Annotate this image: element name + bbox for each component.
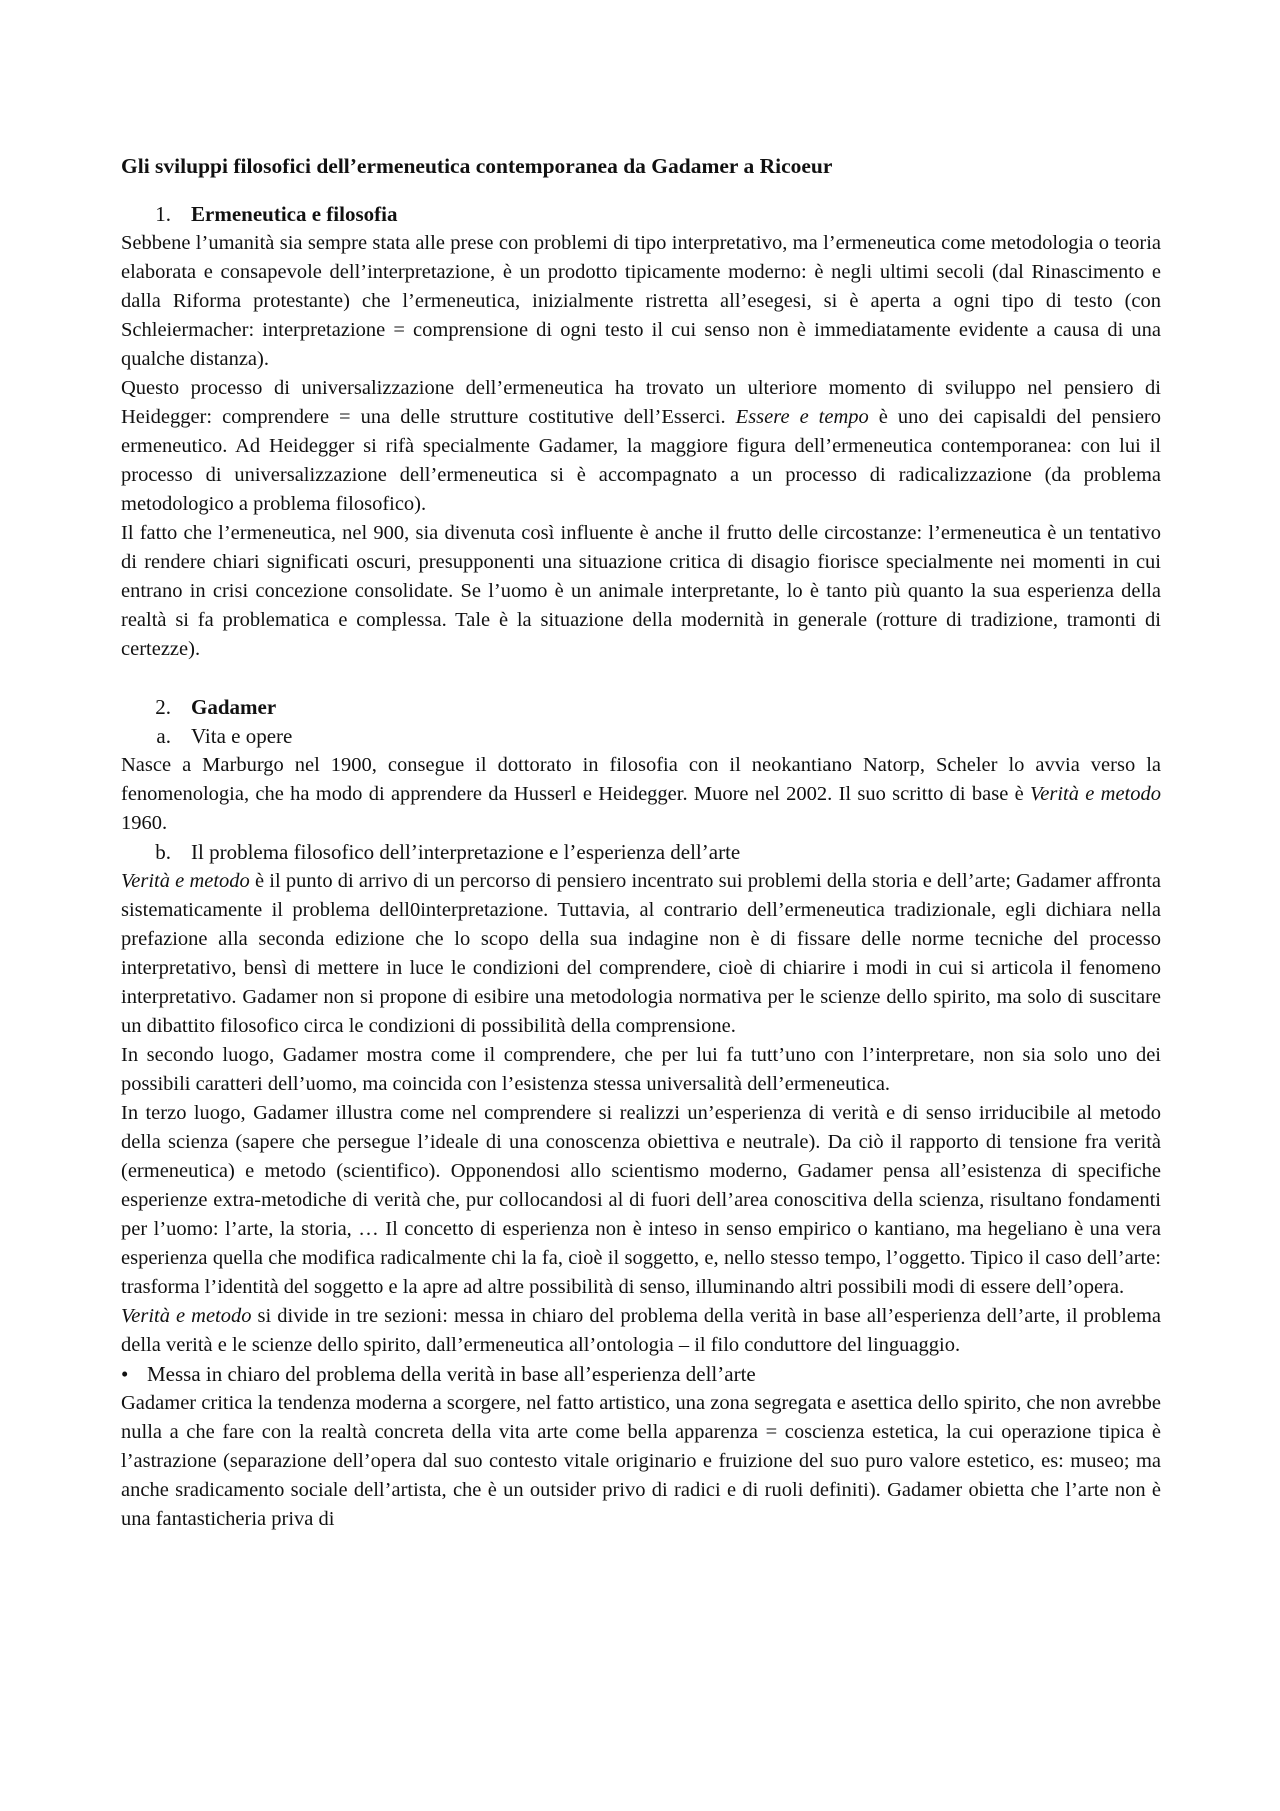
section-1-paragraph-3: Il fatto che l’ermeneutica, nel 900, sia divenuta così influente è anche il frutto delle circostanze: l’ermeneutica è un tentativo di rendere chiari significati oscuri, presupponenti una situazione critica di disagio fiorisce specialmente nei momenti in cui entrano in crisi concezione consolidate. Se l’uomo è un animale interpretante, lo è tanto più quanto la sua esperienza della realtà si fa problematica e complessa. Tale è la situazione della modernità in generale (rotture di tradizione, tramonti di certezze). (121, 522, 1161, 660)
paragraph-text: Questo processo di universalizzazione dell’ermeneutica ha trovato un ulteriore momento di sviluppo nel pensiero di Heidegger: comprendere = una delle strutture costitutive dell’Esserci. (121, 377, 1161, 428)
paragraph-text: Nasce a Marburgo nel 1900, consegue il dottorato in filosofia con il neokantiano Natorp, Scheler lo avvia verso la fenomenologia, che ha modo di apprendere da Husserl e Heidegger. Muore nel 2002. Il suo scritto di base è (121, 754, 1161, 805)
section-1-paragraph-2 (121, 374, 1161, 519)
book-title: Essere e tempo (735, 406, 869, 428)
subsection-b-letter: b. (155, 840, 171, 864)
spacer (121, 664, 1161, 693)
book-title: Verità e metodo (121, 870, 250, 892)
subsection-b-heading (121, 838, 1161, 867)
subsection-b-paragraph-1 (121, 867, 1161, 1041)
document-title: Gli sviluppi filosofici dell’ermeneutica contemporanea da Gadamer a Ricoeur (121, 154, 833, 178)
bullet-symbol: • (121, 1362, 129, 1386)
paragraph-text: si divide in tre sezioni: messa in chiaro del problema della verità in base all’esperienza dell’arte, il problema della verità e le scienze dello spirito, dall’ermeneutica all’ontologia – il filo conduttore del linguaggio. (121, 1305, 1162, 1356)
section-1-number: 1. (155, 202, 171, 226)
subsection-a-heading (121, 722, 1161, 751)
book-title: Verità e metodo (121, 1305, 252, 1327)
subsection-a-title: Vita e opere (191, 724, 293, 748)
paragraph-text: 1960. (121, 812, 168, 834)
subsection-a-letter: a. (156, 724, 171, 748)
section-2-number: 2. (155, 695, 171, 719)
subsection-a-paragraph (121, 751, 1161, 838)
section-2-title: Gadamer (191, 695, 277, 719)
bullet-label: Messa in chiaro del problema della verità in base all’esperienza dell’arte (147, 1362, 756, 1386)
book-title: Verità e metodo (1030, 783, 1161, 805)
section-1-heading (121, 200, 1161, 229)
subsection-b-title: Il problema filosofico dell’interpretazione e l’esperienza dell’arte (191, 840, 741, 864)
section-2-heading (121, 693, 1161, 722)
subsection-b-paragraph-4 (121, 1302, 1161, 1360)
subsection-b-paragraph-3: In terzo luogo, Gadamer illustra come nel comprendere si realizzi un’esperienza di verità e di senso irriducibile al metodo della scienza (sapere che persegue l’ideale di una conoscenza obiettiva e neutrale). Da ciò il rapporto di tensione fra verità (ermeneutica) e metodo (scientifico). Opponendosi allo scientismo moderno, Gadamer pensa all’esistenza di specifiche esperienze extra-metodiche di verità che, pur collocandosi al di fuori dell’area conoscitiva della scienza, risultano fondamenti per l’uomo: l’arte, la storia, … Il concetto di esperienza non è inteso in senso empirico o kantiano, ma hegeliano è una vera esperienza quella che modifica radicalmente chi la fa, cioè il soggetto, e, nello stesso tempo, l’oggetto. Tipico il caso dell’arte: trasforma l’identità del soggetto e la apre ad altre possibilità di senso, illuminando altri possibili modi di essere dell’opera. (121, 1102, 1161, 1298)
section-1-paragraph-1: Sebbene l’umanità sia sempre stata alle prese con problemi di tipo interpretativo, ma l’ermeneutica come metodologia o teoria elaborata e consapevole dell’interpretazione, è un prodotto tipicamente moderno: è negli ultimi secoli (dal Rinascimento e dalla Riforma protestante) che l’ermeneutica, inizialmente ristretta all’esegesi, si è aperta a ogni tipo di testo (con Schleiermacher: interpretazione = comprensione di ogni testo il cui senso non è immediatamente evidente a causa di una qualche distanza). (121, 232, 1161, 370)
bullet-paragraph: Gadamer critica la tendenza moderna a scorgere, nel fatto artistico, una zona segregata e asettica dello spirito, che non avrebbe nulla a che fare con la realtà concreta della vita arte come bella apparenza = coscienza estetica, la cui operazione tipica è l’astrazione (separazione dell’opera dal suo contesto vitale originario e fruizione del suo puro valore estetico, es: museo; ma anche sradicamento sociale dell’artista, che è un outsider privo di radici e di ruoli definiti). Gadamer obietta che l’arte non è una fantasticheria priva di (121, 1392, 1161, 1530)
bullet-item (121, 1360, 1161, 1389)
document-body (121, 152, 1161, 1534)
subsection-b-paragraph-2: In secondo luogo, Gadamer mostra come il comprendere, che per lui fa tutt’uno con l’interpretare, non sia solo uno dei possibili caratteri dell’uomo, ma coincida con l’esistenza stessa universalità dell’ermeneutica. (121, 1044, 1161, 1095)
section-1-title: Ermeneutica e filosofia (191, 202, 398, 226)
paragraph-text: è uno dei capisaldi del pensiero ermeneutico. Ad Heidegger si rifà specialmente Gadamer, la maggiore figura dell’ermeneutica contemporanea: con lui il processo di universalizzazione dell’ermeneutica si è accompagnato a un processo di radicalizzazione (da problema metodologico a problema filosofico). (121, 406, 1162, 515)
paragraph-text: è il punto di arrivo di un percorso di pensiero incentrato sui problemi della storia e dell’arte; Gadamer affronta sistematicamente il problema dell0interpretazione. Tuttavia, al contrario dell’ermeneutica tradizionale, egli dichiara nella prefazione alla seconda edizione che lo scopo della sua indagine non è di fissare delle norme tecniche del processo interpretativo, bensì di mettere in luce le condizioni del comprendere, cioè di chiarire i modi in cui si articola il fenomeno interpretativo. Gadamer non si propone di esibire una metodologia normativa per le scienze dello spirito, ma solo di suscitare un dibattito filosofico circa le condizioni di possibilità della comprensione. (121, 870, 1161, 1037)
